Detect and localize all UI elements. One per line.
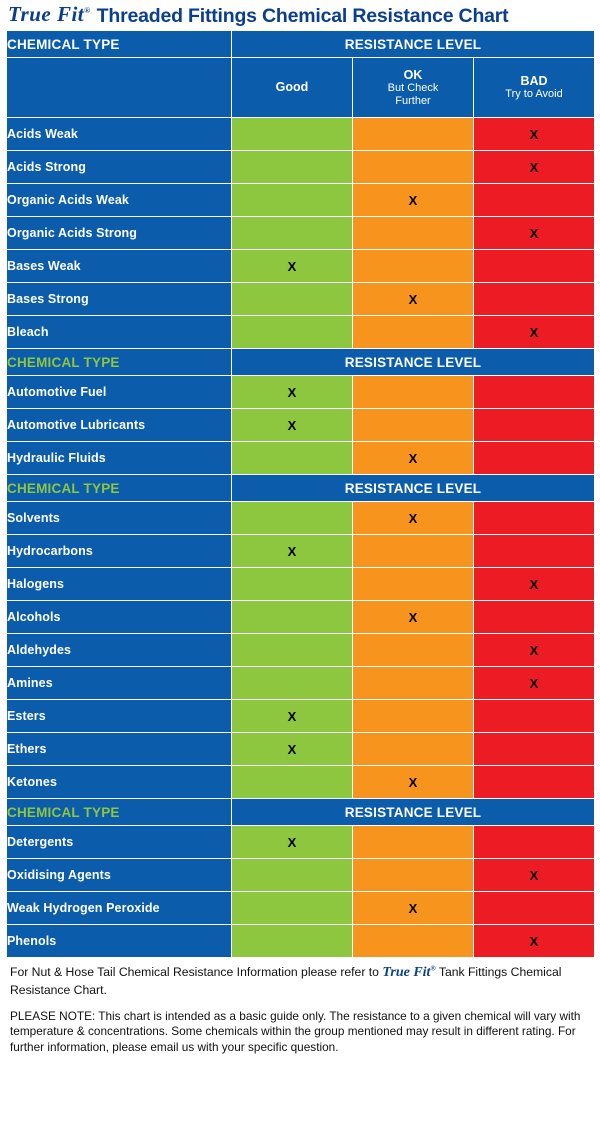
level-label-ok <box>353 58 474 118</box>
brand-name: True Fit <box>8 2 85 26</box>
rating-cell-bad <box>474 826 595 859</box>
rating-cell-good: X <box>232 535 353 568</box>
rating-cell-good <box>232 217 353 250</box>
table-row <box>7 859 595 892</box>
group-header-row <box>7 475 595 502</box>
footer-brand-name: True Fit <box>382 965 431 980</box>
rating-cell-ok <box>353 409 474 442</box>
rating-cell-good <box>232 859 353 892</box>
rating-cell-good <box>232 502 353 535</box>
table-row <box>7 217 595 250</box>
chemical-resistance-table <box>6 30 595 958</box>
rating-cell-bad <box>474 601 595 634</box>
rating-cell-ok <box>353 250 474 283</box>
table-row <box>7 826 595 859</box>
chemical-name: Amines <box>7 667 232 700</box>
chemical-name: Ketones <box>7 766 232 799</box>
rating-cell-ok: X <box>353 766 474 799</box>
rating-cell-good: X <box>232 250 353 283</box>
rating-cell-bad <box>474 376 595 409</box>
rating-cell-bad <box>474 184 595 217</box>
level-label-ok-sub: But Check Further <box>387 82 439 107</box>
rating-cell-bad: X <box>474 634 595 667</box>
chemical-name: Halogens <box>7 568 232 601</box>
table-row <box>7 316 595 349</box>
rating-cell-ok <box>353 568 474 601</box>
rating-cell-good <box>232 601 353 634</box>
rating-cell-good: X <box>232 733 353 766</box>
rating-cell-bad: X <box>474 151 595 184</box>
rating-cell-bad <box>474 442 595 475</box>
group-header-row <box>7 799 595 826</box>
chemical-name: Bleach <box>7 316 232 349</box>
rating-cell-ok: X <box>353 442 474 475</box>
table-row <box>7 700 595 733</box>
rating-cell-ok: X <box>353 283 474 316</box>
table-row <box>7 766 595 799</box>
chemical-name: Acids Strong <box>7 151 232 184</box>
chemical-name: Bases Weak <box>7 250 232 283</box>
rating-cell-good <box>232 892 353 925</box>
rating-cell-ok <box>353 859 474 892</box>
rating-cell-bad <box>474 535 595 568</box>
group-header-row <box>7 31 595 58</box>
brand-trademark: ® <box>84 6 91 15</box>
rating-cell-good <box>232 634 353 667</box>
table-row <box>7 283 595 316</box>
rating-cell-ok <box>353 667 474 700</box>
chemical-name: Ethers <box>7 733 232 766</box>
chemical-name: Organic Acids Strong <box>7 217 232 250</box>
footer-reference <box>10 964 590 999</box>
rating-cell-ok <box>353 316 474 349</box>
rating-cell-bad <box>474 502 595 535</box>
level-label-row <box>7 58 595 118</box>
table-row <box>7 634 595 667</box>
group-header-chemical-type: CHEMICAL TYPE <box>7 475 232 502</box>
chemical-name: Aldehydes <box>7 634 232 667</box>
table-row <box>7 184 595 217</box>
rating-cell-good: X <box>232 700 353 733</box>
rating-cell-ok <box>353 535 474 568</box>
rating-cell-ok <box>353 634 474 667</box>
chemical-name: Hydrocarbons <box>7 535 232 568</box>
rating-cell-bad: X <box>474 316 595 349</box>
rating-cell-ok <box>353 700 474 733</box>
chemical-name: Esters <box>7 700 232 733</box>
table-row <box>7 733 595 766</box>
rating-cell-bad: X <box>474 667 595 700</box>
chemical-name: Weak Hydrogen Peroxide <box>7 892 232 925</box>
chemical-name: Phenols <box>7 925 232 958</box>
chemical-name: Bases Strong <box>7 283 232 316</box>
rating-cell-ok: X <box>353 184 474 217</box>
table-row <box>7 409 595 442</box>
page-title <box>6 0 594 30</box>
level-label-ok-title: OK <box>403 67 423 82</box>
rating-cell-bad: X <box>474 568 595 601</box>
footer-reference-part1: For Nut & Hose Tail Chemical Resistance Information please refer to <box>10 965 383 979</box>
rating-cell-good <box>232 151 353 184</box>
rating-cell-ok: X <box>353 601 474 634</box>
group-header-row <box>7 349 595 376</box>
rating-cell-good: X <box>232 409 353 442</box>
rating-cell-good <box>232 184 353 217</box>
table-row <box>7 442 595 475</box>
level-label-good <box>232 58 353 118</box>
level-label-spacer <box>7 58 232 118</box>
rating-cell-good <box>232 283 353 316</box>
rating-cell-ok: X <box>353 502 474 535</box>
rating-cell-good <box>232 925 353 958</box>
rating-cell-good <box>232 118 353 151</box>
rating-cell-good <box>232 442 353 475</box>
rating-cell-ok: X <box>353 892 474 925</box>
rating-cell-good <box>232 766 353 799</box>
level-label-bad-title: BAD <box>520 73 548 88</box>
table-row <box>7 667 595 700</box>
rating-cell-ok <box>353 733 474 766</box>
footer <box>6 958 594 1056</box>
chemical-name: Organic Acids Weak <box>7 184 232 217</box>
rating-cell-good: X <box>232 826 353 859</box>
level-label-good-title: Good <box>275 80 309 95</box>
rating-cell-ok <box>353 217 474 250</box>
rating-cell-bad <box>474 283 595 316</box>
group-header-resistance-level: RESISTANCE LEVEL <box>232 799 595 826</box>
rating-cell-bad <box>474 733 595 766</box>
rating-cell-ok <box>353 151 474 184</box>
chemical-name: Automotive Lubricants <box>7 409 232 442</box>
table-row <box>7 601 595 634</box>
footer-brand-trademark: ® <box>430 964 436 973</box>
group-header-chemical-type: CHEMICAL TYPE <box>7 31 232 58</box>
rating-cell-good <box>232 568 353 601</box>
table-row <box>7 535 595 568</box>
level-label-bad-sub: Try to Avoid <box>505 88 563 101</box>
brand-logo <box>8 2 91 27</box>
table-row <box>7 118 595 151</box>
rating-cell-good <box>232 667 353 700</box>
rating-cell-bad: X <box>474 859 595 892</box>
group-header-chemical-type: CHEMICAL TYPE <box>7 799 232 826</box>
chemical-name: Alcohols <box>7 601 232 634</box>
chemical-name: Automotive Fuel <box>7 376 232 409</box>
table-row <box>7 892 595 925</box>
group-header-resistance-level: RESISTANCE LEVEL <box>232 349 595 376</box>
level-label-bad <box>474 58 595 118</box>
chemical-name: Oxidising Agents <box>7 859 232 892</box>
table-row <box>7 376 595 409</box>
group-header-chemical-type: CHEMICAL TYPE <box>7 349 232 376</box>
rating-cell-good: X <box>232 376 353 409</box>
footer-reference-part2: Tank Fittings Chemical Resistance Chart. <box>10 965 562 998</box>
rating-cell-ok <box>353 376 474 409</box>
group-header-resistance-level: RESISTANCE LEVEL <box>232 475 595 502</box>
table-row <box>7 925 595 958</box>
rating-cell-bad <box>474 700 595 733</box>
chemical-name: Acids Weak <box>7 118 232 151</box>
footer-note: PLEASE NOTE: This chart is intended as a basic guide only. The resistance to a given chemical will vary with temperature & concentrations. Some chemicals within the group mentioned may result in different rating. For further information, please email us with your specific question. <box>10 1008 581 1055</box>
rating-cell-bad <box>474 892 595 925</box>
table-row <box>7 568 595 601</box>
chemical-name: Hydraulic Fluids <box>7 442 232 475</box>
group-header-resistance-level: RESISTANCE LEVEL <box>232 31 595 58</box>
rating-cell-ok <box>353 826 474 859</box>
chemical-name: Solvents <box>7 502 232 535</box>
chemical-name: Detergents <box>7 826 232 859</box>
rating-cell-bad: X <box>474 925 595 958</box>
rating-cell-good <box>232 316 353 349</box>
rating-cell-bad <box>474 409 595 442</box>
rating-cell-bad <box>474 766 595 799</box>
table-row <box>7 250 595 283</box>
table-row <box>7 151 595 184</box>
table-row <box>7 502 595 535</box>
page-title-text: Threaded Fittings Chemical Resistance Chart <box>96 5 509 27</box>
rating-cell-ok <box>353 118 474 151</box>
rating-cell-bad <box>474 250 595 283</box>
footer-brand <box>382 965 435 980</box>
rating-cell-bad: X <box>474 118 595 151</box>
rating-cell-bad: X <box>474 217 595 250</box>
rating-cell-ok <box>353 925 474 958</box>
